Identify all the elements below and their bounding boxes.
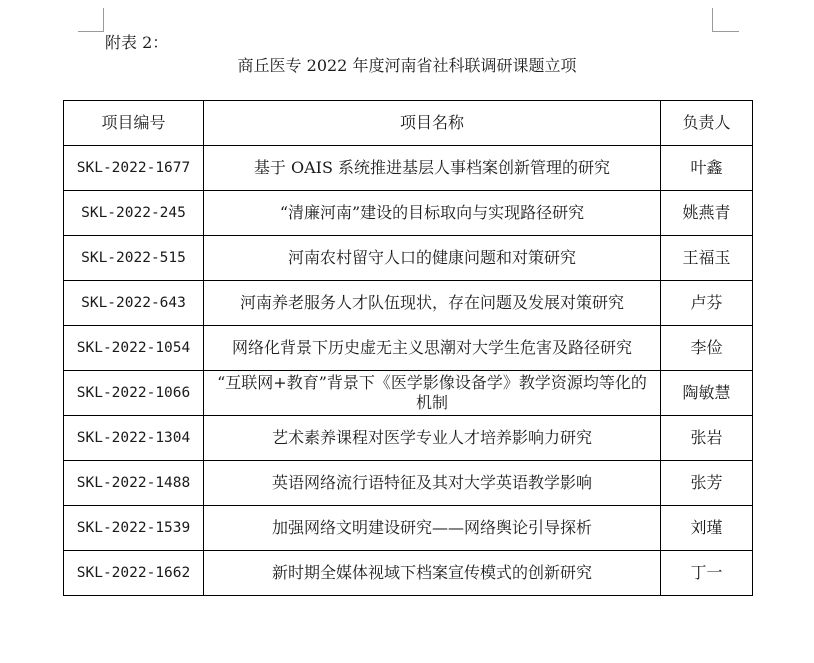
project-code-cell: SKL-2022-1054 [64, 326, 204, 371]
project-leader-cell: 丁一 [661, 551, 753, 596]
page-margin-mark-right [712, 8, 739, 32]
project-name-cell: “清廉河南”建设的目标取向与实现路径研究 [204, 191, 661, 236]
table-row [64, 326, 753, 371]
appendix-label: 附表 2： [105, 33, 169, 52]
project-name-cell: “互联网+教育”背景下《医学影像设备学》教学资源均等化的机制 [204, 371, 661, 416]
project-name-cell: 新时期全媒体视域下档案宣传模式的创新研究 [204, 551, 661, 596]
table-row [64, 506, 753, 551]
project-leader-cell: 卢芬 [661, 281, 753, 326]
table-row [64, 191, 753, 236]
project-leader-cell: 张岩 [661, 416, 753, 461]
table-row [64, 281, 753, 326]
project-name-cell: 英语网络流行语特征及其对大学英语教学影响 [204, 461, 661, 506]
project-code-cell: SKL-2022-1662 [64, 551, 204, 596]
page-margin-mark-left [78, 8, 104, 32]
header-project-name: 项目名称 [204, 101, 661, 146]
project-name-cell: 基于 OAIS 系统推进基层人事档案创新管理的研究 [204, 146, 661, 191]
project-leader-cell: 张芳 [661, 461, 753, 506]
table-row [64, 461, 753, 506]
project-code-cell: SKL-2022-1304 [64, 416, 204, 461]
project-code-cell: SKL-2022-245 [64, 191, 204, 236]
project-code-cell: SKL-2022-643 [64, 281, 204, 326]
table-row [64, 551, 753, 596]
project-table [63, 100, 753, 596]
table-row [64, 146, 753, 191]
project-code-cell: SKL-2022-1677 [64, 146, 204, 191]
project-leader-cell: 叶鑫 [661, 146, 753, 191]
table-header-row [64, 101, 753, 146]
header-project-leader: 负责人 [661, 101, 753, 146]
project-leader-cell: 王福玉 [661, 236, 753, 281]
project-leader-cell: 李俭 [661, 326, 753, 371]
project-name-cell: 艺术素养课程对医学专业人才培养影响力研究 [204, 416, 661, 461]
project-code-cell: SKL-2022-1066 [64, 371, 204, 416]
table-row [64, 416, 753, 461]
project-code-cell: SKL-2022-515 [64, 236, 204, 281]
header-project-code: 项目编号 [64, 101, 204, 146]
project-name-cell: 河南养老服务人才队伍现状，存在问题及发展对策研究 [204, 281, 661, 326]
project-leader-cell: 姚燕青 [661, 191, 753, 236]
project-leader-cell: 刘瑾 [661, 506, 753, 551]
project-name-cell: 河南农村留守人口的健康问题和对策研究 [204, 236, 661, 281]
project-code-cell: SKL-2022-1488 [64, 461, 204, 506]
document-title: 商丘医专 2022 年度河南省社科联调研课题立项 [237, 56, 577, 75]
project-leader-cell: 陶敏慧 [661, 371, 753, 416]
project-name-cell: 加强网络文明建设研究——网络舆论引导探析 [204, 506, 661, 551]
project-name-cell: 网络化背景下历史虚无主义思潮对大学生危害及路径研究 [204, 326, 661, 371]
table-row [64, 371, 753, 416]
table-row [64, 236, 753, 281]
project-code-cell: SKL-2022-1539 [64, 506, 204, 551]
